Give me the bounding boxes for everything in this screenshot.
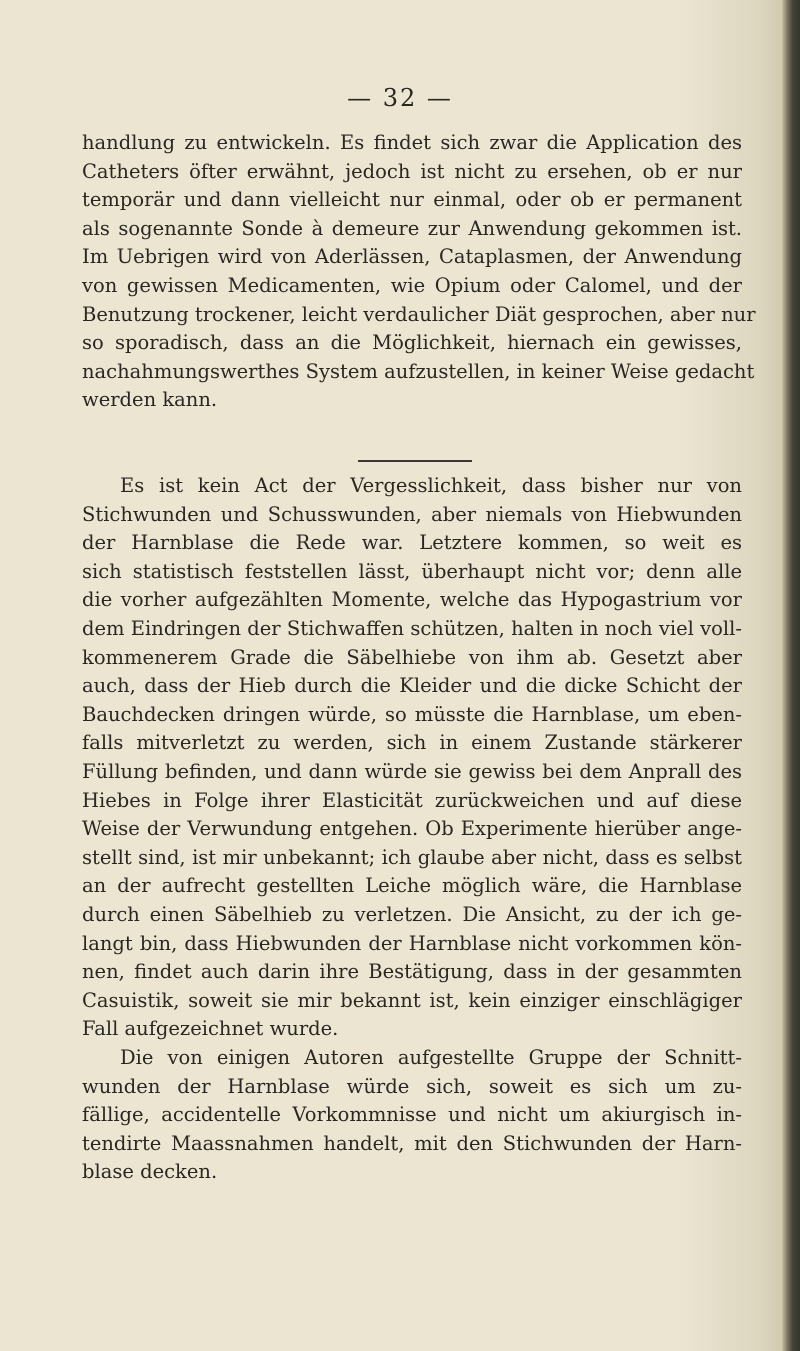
- text-line: Catheters öfter erwähnt, jedoch ist nicht zu ersehen, ob er nur: [82, 159, 742, 183]
- text-line: wunden der Harnblase würde sich, soweit es sich um zu-: [82, 1074, 742, 1098]
- text-line: fällige, accidentelle Vorkommnisse und nicht um akiurgisch in-: [82, 1103, 742, 1127]
- text-line: sich statistisch feststellen lässt, überhaupt nicht vor; denn alle: [82, 559, 742, 583]
- text-line: Fall aufgezeichnet wurde.: [82, 1017, 339, 1041]
- text-line: Benutzung trockener, leicht verdaulicher Diät gesprochen, aber nur: [82, 302, 756, 326]
- text-line: Hiebes in Folge ihrer Elasticität zurückweichen und auf diese: [82, 788, 742, 812]
- text-line: nen, findet auch darin ihre Bestätigung, dass in der gesammten: [82, 960, 742, 984]
- page-number: — 32 —: [347, 84, 453, 112]
- section-divider: [358, 460, 472, 462]
- text-line: Im Uebrigen wird von Aderlässen, Cataplasmen, der Anwendung: [82, 245, 742, 269]
- text-line: die vorher aufgezählten Momente, welche das Hypogastrium vor: [82, 588, 742, 612]
- text-line: als sogenannte Sonde à demeure zur Anwendung gekommen ist.: [82, 216, 742, 240]
- text-line: langt bin, dass Hiebwunden der Harnblase nicht vorkommen kön-: [82, 931, 742, 955]
- text-line: von gewissen Medicamenten, wie Opium oder Calomel, und der: [82, 273, 742, 297]
- text-line: an der aufrecht gestellten Leiche möglich wäre, die Harnblase: [82, 874, 742, 898]
- text-line: Casuistik, soweit sie mir bekannt ist, kein einziger einschlägiger: [82, 988, 742, 1012]
- text-line: auch, dass der Hieb durch die Kleider und die dicke Schicht der: [82, 674, 742, 698]
- text-line: temporär und dann vielleicht nur einmal, oder ob er permanent: [82, 188, 742, 212]
- paragraph-2: [82, 472, 742, 1044]
- text-line: Bauchdecken dringen würde, so müsste die Harnblase, um eben-: [82, 702, 742, 726]
- text-line: nachahmungswerthes System aufzustellen, in keiner Weise gedacht: [82, 359, 755, 383]
- text-line: falls mitverletzt zu werden, sich in einem Zustande stärkerer: [82, 731, 742, 755]
- text-line: Weise der Verwundung entgehen. Ob Experimente hierüber ange-: [82, 817, 742, 841]
- text-line: tendirte Maassnahmen handelt, mit den Stichwunden der Harn-: [82, 1131, 742, 1155]
- text-line: handlung zu entwickeln. Es findet sich zwar die Application des: [82, 131, 742, 154]
- paragraph-3: [82, 1044, 742, 1187]
- page-edge-shadow: [782, 0, 800, 1351]
- text-line: Stichwunden und Schusswunden, aber niemals von Hiebwunden: [82, 502, 742, 526]
- text-line: stellt sind, ist mir unbekannt; ich glaube aber nicht, dass es selbst: [82, 845, 742, 869]
- text-line: blase decken.: [82, 1160, 218, 1184]
- text-line: Füllung befinden, und dann würde sie gewiss bei dem Anprall des: [82, 759, 742, 783]
- text-line: dem Eindringen der Stichwaffen schützen, halten in noch viel voll-: [82, 616, 742, 640]
- text-line: Die von einigen Autoren aufgestellte Gruppe der Schnitt-: [120, 1046, 742, 1069]
- text-line: kommenerem Grade die Säbelhiebe von ihm ab. Gesetzt aber: [82, 645, 742, 669]
- text-line: der Harnblase die Rede war. Letztere kommen, so weit es: [82, 531, 742, 555]
- text-line: werden kann.: [82, 388, 218, 412]
- text-line: Es ist kein Act der Vergesslichkeit, dass bisher nur von: [120, 474, 742, 497]
- paragraph-1: [82, 129, 756, 415]
- text-line: durch einen Säbelhieb zu verletzen. Die Ansicht, zu der ich ge-: [82, 902, 742, 926]
- text-line: so sporadisch, dass an die Möglichkeit, hiernach ein gewisses,: [82, 331, 742, 355]
